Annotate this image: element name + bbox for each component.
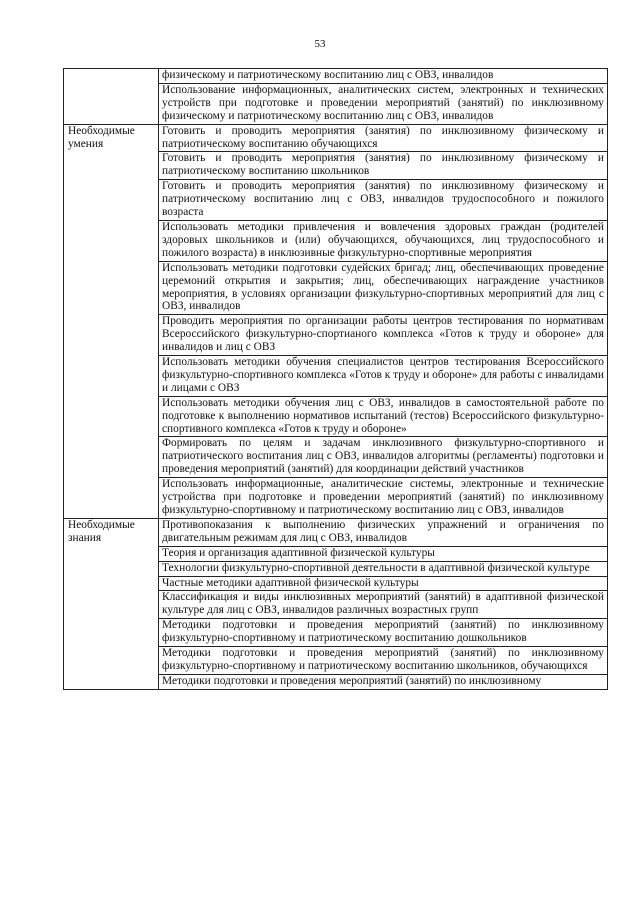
requirement-item: Методики подготовки и проведения мероприятий (занятий) по инклюзивному физкультурно-спортивному и патриотическому воспитанию дошкольников	[159, 619, 608, 647]
requirement-item: Использовать методики подготовки судейских бригад; лиц, обеспечивающих проведение церемоний открытия и закрытия; лиц, обеспечивающих награждение участников мероприятия, в условиях организации физкультурно-спортивных мероприятий для лиц с ОВЗ, инвалидов	[159, 261, 608, 315]
requirement-item: Частные методики адаптивной физической культуры	[159, 576, 608, 591]
requirement-item: Формировать по целям и задачам инклюзивного физкультурно-спортивного и патриотического воспитания лиц с ОВЗ, инвалидов алгоритмы (регламенты) подготовки и проведения мероприятий (занятий) для координации действий участников	[159, 437, 608, 478]
requirement-item: Классификация и виды инклюзивных мероприятий (занятий) в адаптивной физической культуре для лиц с ОВЗ, инвалидов различных возрастных групп	[159, 591, 608, 619]
table-row	[64, 518, 608, 546]
requirement-item: Использовать методики привлечения и вовлечения здоровых граждан (родителей здоровых школьников и (или) обучающихся, обучающихся, лиц трудоспособного и пожилого возраста) в инклюзивные физкультурно-спортивные мероприятия	[159, 220, 608, 261]
page-number: 53	[314, 38, 326, 50]
requirement-item: Теория и организация адаптивной физической культуры	[159, 546, 608, 561]
requirement-item: Готовить и проводить мероприятия (занятия) по инклюзивному физическому и патриотическому воспитанию обучающихся	[159, 124, 608, 152]
section-label: Необходимые умения	[64, 124, 159, 518]
requirements-table-body	[64, 69, 608, 690]
section-label	[64, 69, 159, 125]
requirement-item: Методики подготовки и проведения мероприятий (занятий) по инклюзивному физкультурно-спортивному и патриотическому воспитанию школьников, обучающихся	[159, 647, 608, 675]
requirement-item: Методики подготовки и проведения мероприятий (занятий) по инклюзивному	[159, 674, 608, 689]
table-row	[64, 124, 608, 152]
requirement-item: Использование информационных, аналитических систем, электронных и технических устройств при подготовке и проведении мероприятий (занятий) по инклюзивному физическому и патриотическому воспитанию лиц с ОВЗ, инвалидов	[159, 83, 608, 124]
table-row	[64, 69, 608, 84]
requirement-item: Использовать методики обучения лиц с ОВЗ, инвалидов в самостоятельной работе по подготовке к выполнению нормативов испытаний (тестов) Всероссийского физкультурно-спортивного комплекса «Готов к труду и обороне»	[159, 396, 608, 437]
requirement-item: Противопоказания к выполнению физических упражнений и ограничения по двигательным режимам для лиц с ОВЗ, инвалидов	[159, 518, 608, 546]
requirement-item: Готовить и проводить мероприятия (занятия) по инклюзивному физическому и патриотическому воспитанию лиц с ОВЗ, инвалидов трудоспособного и пожилого возраста	[159, 180, 608, 221]
section-label: Необходимые знания	[64, 518, 159, 689]
requirement-item: Технологии физкультурно-спортивной деятельности в адаптивной физической культуре	[159, 561, 608, 576]
requirement-item: физическому и патриотическому воспитанию лиц с ОВЗ, инвалидов	[159, 69, 608, 84]
requirement-item: Использовать методики обучения специалистов центров тестирования Всероссийского физкультурно-спортивного комплекса «Готов к труду и обороне» для работы с инвалидами и лицами с ОВЗ	[159, 356, 608, 397]
requirement-item: Проводить мероприятия по организации работы центров тестирования по нормативам Всероссийского физкультурно-спортианого комплекса «Готов к труду и обороне» для инвалидов и лиц с ОВЗ	[159, 315, 608, 356]
requirement-item: Использовать информационные, аналитические системы, электронные и технические устройства при подготовке и проведении мероприятий (занятий) по инклюзивному физкультурно-спортивному и патриотическому воспитанию лиц с ОВЗ, инвалидов	[159, 478, 608, 519]
requirement-item: Готовить и проводить мероприятия (занятия) по инклюзивному физическому и патриотическому воспитанию школьников	[159, 152, 608, 180]
requirements-table	[63, 68, 608, 690]
